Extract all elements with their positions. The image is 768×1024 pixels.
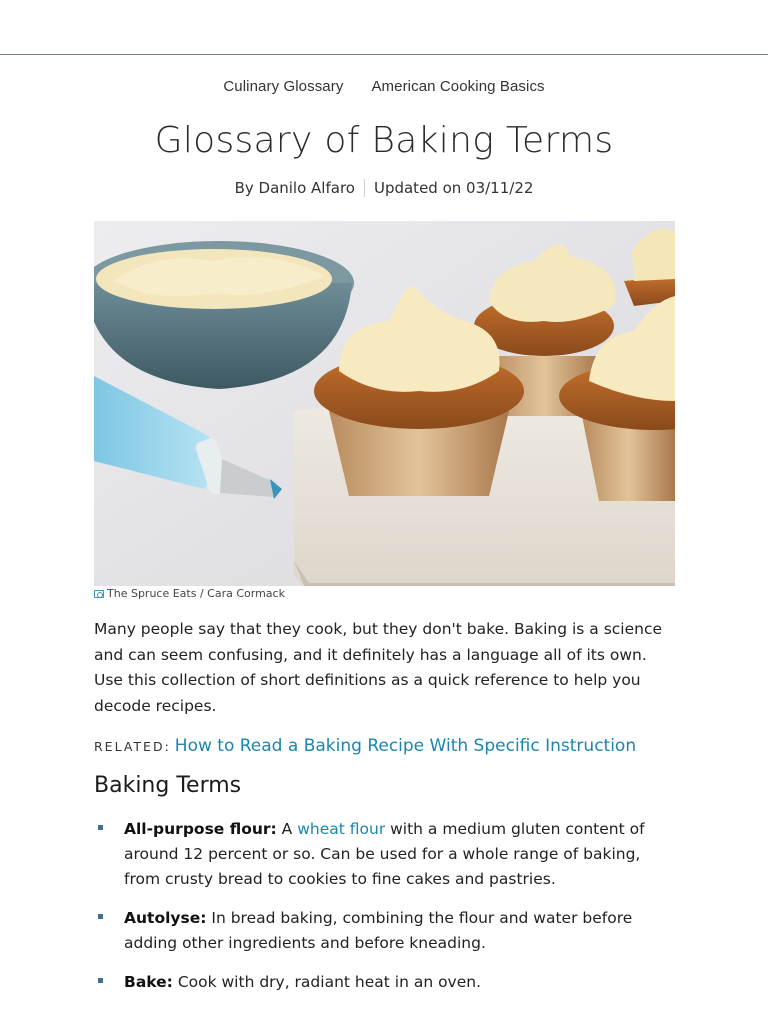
- related-block: [94, 736, 636, 756]
- list-bullet: [98, 914, 103, 919]
- image-caption: [94, 587, 285, 600]
- term-item-all-purpose-flour: [94, 817, 674, 892]
- author-link[interactable]: By Danilo Alfaro: [234, 179, 355, 197]
- updated-date: Updated on 03/11/22: [373, 179, 534, 197]
- term-name: Bake:: [124, 973, 173, 991]
- term-item-autolyse: [94, 906, 674, 956]
- photo-credit: The Spruce Eats / Cara Cormack: [107, 587, 285, 600]
- byline: [0, 179, 768, 197]
- related-label: RELATED:: [94, 739, 171, 754]
- term-text: Cook with dry, radiant heat in an oven.: [172, 973, 482, 991]
- hero-image: [94, 221, 675, 586]
- term-name: Autolyse:: [124, 909, 207, 927]
- terms-list: [94, 817, 674, 1009]
- breadcrumb: [0, 78, 768, 95]
- cupcakes-photo: [94, 221, 675, 586]
- site-header: [0, 0, 768, 55]
- list-bullet: [98, 825, 103, 830]
- term-name: All-purpose flour:: [124, 820, 277, 838]
- page-title: Glossary of Baking Terms: [154, 120, 614, 161]
- wheat-flour-link[interactable]: wheat flour: [297, 820, 386, 838]
- intro-paragraph: Many people say that they cook, but they don't bake. Baking is a science and can seem confusing, and it definitely has a language all of its own. Use this collection of short definitions as a quick reference to help you decode recipes.: [94, 620, 663, 715]
- related-article-link[interactable]: How to Read a Baking Recipe With Specific Instruction: [174, 736, 637, 756]
- term-item-bake: [94, 970, 674, 995]
- term-text: In bread baking, combining the flour and water before adding other ingredients and before kneading.: [124, 909, 633, 952]
- breadcrumb-culinary-glossary[interactable]: Culinary Glossary: [223, 78, 344, 95]
- byline-divider: [364, 179, 365, 197]
- section-heading: Baking Terms: [94, 773, 242, 798]
- term-text: with a medium gluten content of around 12 percent or so. Can be used for a whole range of baking, from crusty bread to cookies to fine cakes and pastries.: [124, 820, 645, 888]
- term-text: A: [276, 820, 298, 838]
- camera-icon: [94, 590, 104, 598]
- breadcrumb-american-cooking-basics[interactable]: American Cooking Basics: [371, 78, 545, 95]
- list-bullet: [98, 978, 103, 983]
